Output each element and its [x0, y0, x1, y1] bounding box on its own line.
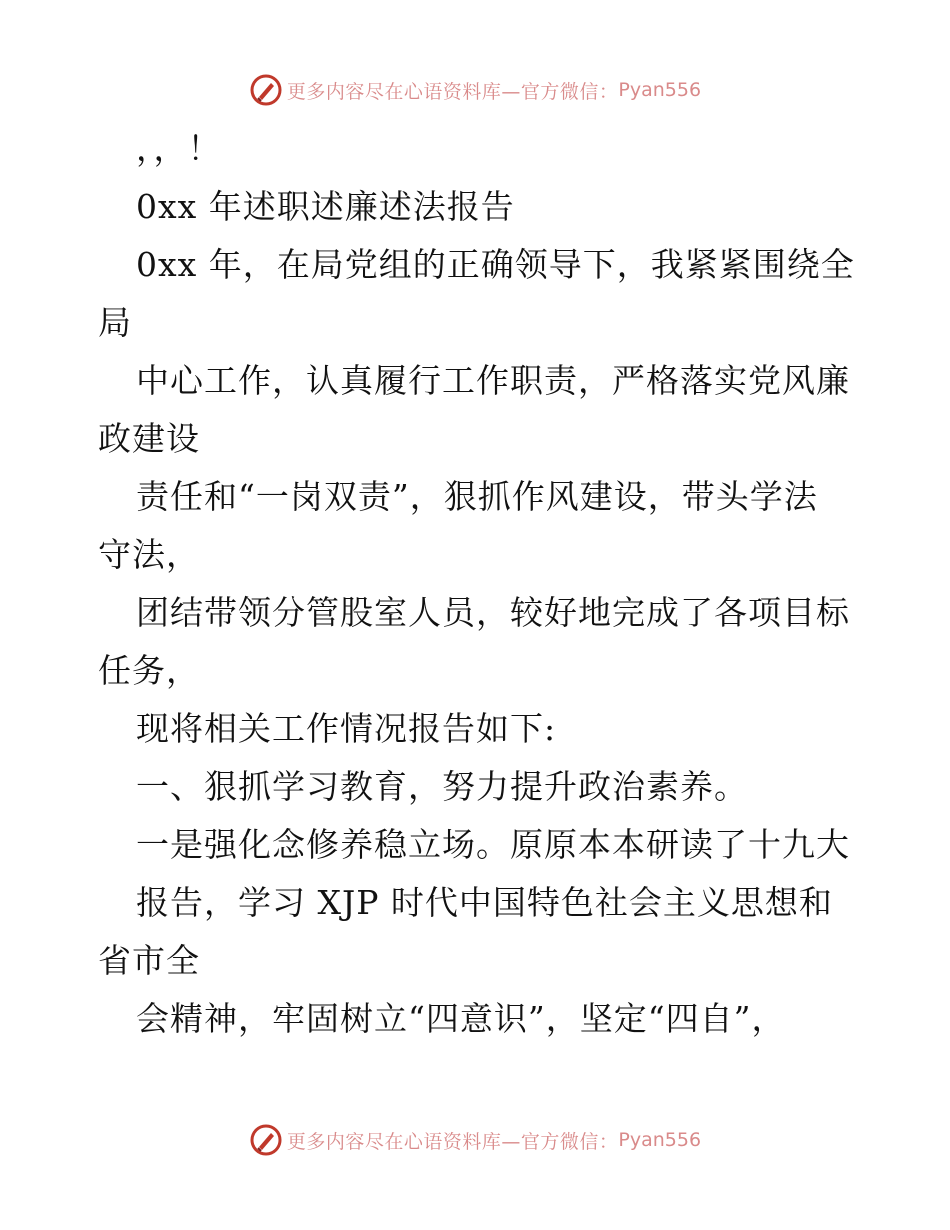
watermark-id: Pyan556	[618, 1129, 702, 1151]
header-watermark	[0, 70, 950, 110]
document-body	[98, 120, 858, 1048]
body-line: 一是强化念修养稳立场。原原本本研读了十九大	[136, 825, 850, 864]
body-line: 0xx 年，在局党组的正确领导下，我紧紧围绕全	[136, 245, 855, 284]
body-line: ，，！	[136, 129, 222, 168]
body-line: 省市全	[98, 941, 200, 980]
watermark-text: 更多内容尽在心语资料库—官方微信：	[286, 80, 619, 103]
body-line: 0xx 年述职述廉述法报告	[136, 187, 515, 226]
body-line: 政建设	[98, 419, 200, 458]
body-line: 会精神，牢固树立“四意识”，坚定“四自”，	[136, 999, 786, 1038]
body-line: 守法，	[98, 535, 200, 574]
watermark-id: Pyan556	[618, 79, 702, 101]
body-line: 报告，学习 XJP 时代中国特色社会主义思想和	[136, 883, 833, 922]
body-line: 现将相关工作情况报告如下:	[136, 709, 557, 748]
body-line: 局	[98, 303, 132, 342]
pen-logo-icon	[249, 1123, 283, 1157]
footer-watermark	[0, 1120, 950, 1160]
body-line: 责任和“一岗双责”，狠抓作风建设，带头学法	[136, 477, 818, 516]
body-line: 任务，	[98, 651, 200, 690]
body-line: 一、狠抓学习教育，努力提升政治素养。	[136, 767, 748, 806]
pen-logo-icon	[249, 73, 283, 107]
body-line: 团结带领分管股室人员，较好地完成了各项目标	[136, 593, 850, 632]
watermark-text: 更多内容尽在心语资料库—官方微信：	[286, 1130, 619, 1153]
body-line: 中心工作，认真履行工作职责，严格落实党风廉	[136, 361, 850, 400]
